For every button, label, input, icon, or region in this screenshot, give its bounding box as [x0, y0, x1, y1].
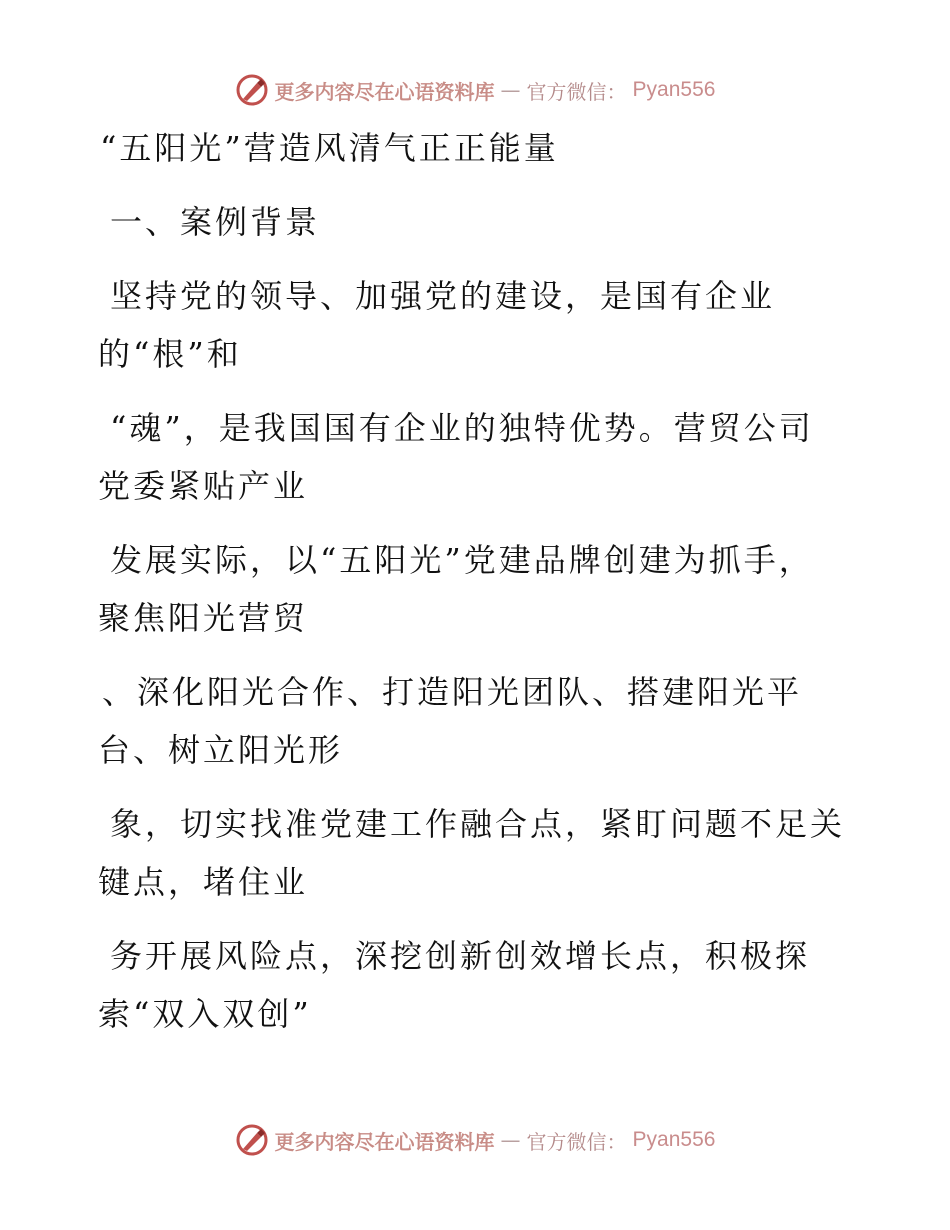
paragraph-line: 坚持党的领导、加强党的建设，是国有企业 — [110, 277, 776, 315]
paragraph-line: 聚焦阳光营贸 — [98, 599, 309, 637]
banner-separator: — — [500, 78, 521, 102]
paragraph-line: 务开展风险点，深挖创新创效增长点，积极探 — [110, 937, 811, 975]
paragraph-line: 象，切实找准党建工作融合点，紧盯问题不足关 — [110, 805, 846, 843]
paragraph-line: 的“根”和 — [98, 335, 242, 373]
pen-logo-icon — [235, 73, 269, 107]
banner-wechat-label: 官方微信： — [526, 1129, 627, 1154]
document-title: “五阳光”营造风清气正正能量 — [100, 129, 559, 167]
paragraph-line: 党委紧贴产业 — [98, 467, 309, 505]
paragraph-line: 键点，堵住业 — [98, 863, 309, 901]
footer-banner — [0, 1120, 950, 1160]
header-banner — [0, 70, 950, 110]
paragraph-line: “魂”，是我国国有企业的独特优势。营贸公司 — [110, 409, 814, 447]
paragraph-line: 索“双入双创” — [98, 995, 312, 1033]
paragraph-line: 发展实际，以“五阳光”党建品牌创建为抓手， — [110, 541, 814, 579]
banner-separator: — — [500, 1128, 521, 1152]
banner-title: 更多内容尽在心语资料库 — [274, 79, 495, 104]
banner-wechat-label: 官方微信： — [526, 79, 627, 104]
banner-title: 更多内容尽在心语资料库 — [274, 1129, 495, 1154]
paragraph-line: 、深化阳光合作、打造阳光团队、搭建阳光平 — [102, 673, 803, 711]
banner-wechat-id: Pyan556 — [632, 78, 716, 101]
banner-wechat-id: Pyan556 — [632, 1128, 716, 1151]
paragraph-line: 台、树立阳光形 — [98, 731, 344, 769]
section-heading: 一、案例背景 — [110, 203, 321, 241]
pen-logo-icon — [235, 1123, 269, 1157]
